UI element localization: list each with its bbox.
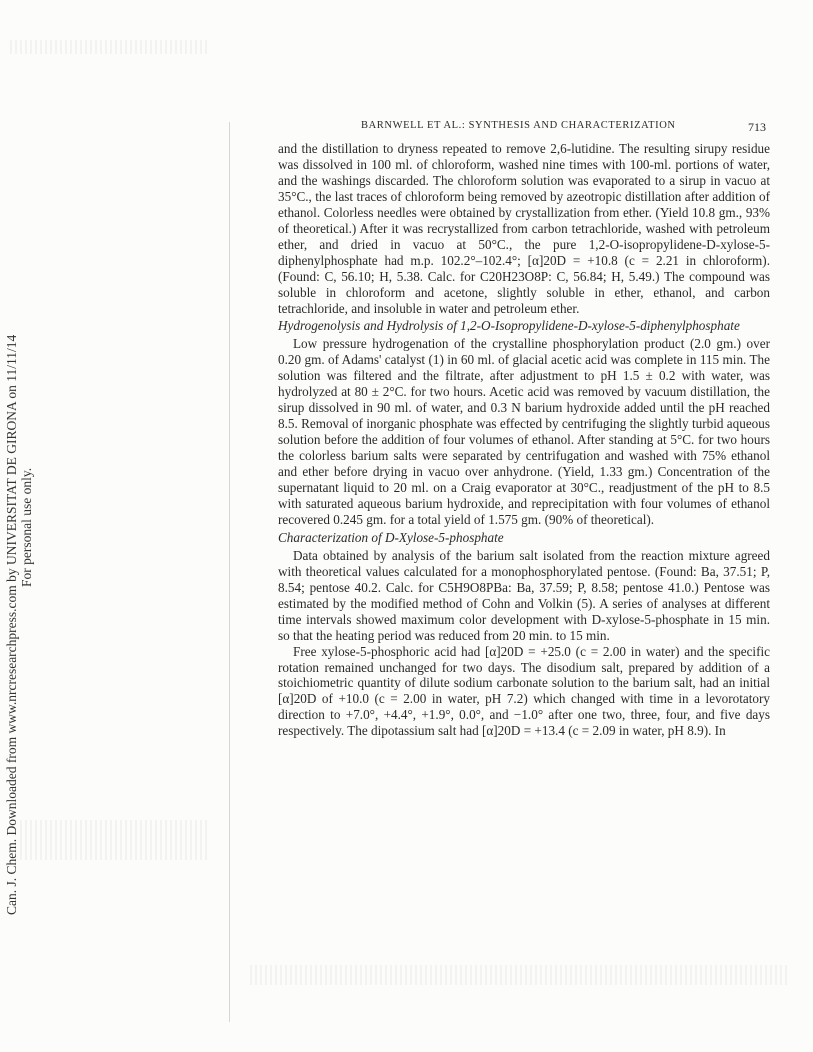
paragraph-3: Data obtained by analysis of the barium salt isolated from the reaction mixture agreed with theoretical values calculated for a monophosphorylated pentose. (Found: Ba, 37.51; P, 8.54; pentose 40.2. Calc. for C5H9O8PBa: Ba, 37.59; P, 8.58; pentose 41.0.) Pentose was estimated by the modified method of Cohn and Volkin (5). A series of analyses at different time intervals showed maximum color development with D-xylose-5-phosphate in 15 min. so that the heating period was reduced from 20 min. to 15 min.	[278, 547, 770, 643]
download-watermark	[0, 0, 40, 1052]
watermark-line-2: For personal use only.	[19, 467, 34, 587]
page-number: 713	[748, 120, 766, 134]
running-header	[278, 120, 766, 134]
paragraph-4: Free xylose-5-phosphoric acid had [α]20D = +25.0 (c = 2.00 in water) and the specific rotation remained unchanged for two days. The disodium salt, prepared by addition of a stoichiometric quantity of dilute sodium carbonate solution to the barium salt, had an initial [α]20D of +10.0 (c = 2.00 in water, pH 7.2) which changed with time in a levorotatory direction to +7.0°, +4.4°, +1.9°, 0.0°, and −1.0° after one two, three, four, and five days respectively. The dipotassium salt had [α]20D = +13.4 (c = 2.09 in water, pH 8.9). In	[278, 643, 770, 739]
paragraph-2: Low pressure hydrogenation of the crystalline phosphorylation product (2.0 gm.) over 0.20 gm. of Adams' catalyst (1) in 60 ml. of glacial acetic acid was complete in 115 min. The solution was filtered and the filtrate, after adjustment to pH 1.5 ± 0.2 with water, was hydrolyzed at 80 ± 2°C. for two hours. Acetic acid was removed by vacuum distillation, the sirup dissolved in 90 ml. of water, and 0.3 N barium hydroxide added until the pH reached 8.5. Removal of inorganic phosphate was effected by centrifuging the slightly turbid aqueous solution before the addition of four volumes of ethanol. After standing at 5°C. for two hours the colorless barium salts were separated by centrifugation and washed with 75% ethanol and ether before drying in vacuo over anhydrone. (Yield, 1.33 gm.) Concentration of the supernatant liquid to 20 ml. on a Craig evaporator at 30°C., readjustment of the pH to 8.5 with saturated aqueous barium hydroxide, and reprecipitation with four volumes of ethanol recovered 0.245 gm. for a total yield of 1.575 gm. (90% of theoretical).	[278, 336, 770, 527]
section-heading-hydrogenolysis: Hydrogenolysis and Hydrolysis of 1,2-O-Isopropylidene-D-xylose-5-diphenylphosphate	[278, 318, 740, 334]
scan-noise	[20, 820, 210, 860]
section-heading-characterization: Characterization of D-Xylose-5-phosphate	[278, 529, 504, 545]
running-title: BARNWELL ET AL.: SYNTHESIS AND CHARACTERIZATION	[361, 120, 676, 131]
article-body	[278, 141, 770, 739]
paragraph-1: and the distillation to dryness repeated to remove 2,6-lutidine. The resulting sirupy residue was dissolved in 100 ml. of chloroform, washed nine times with 100-ml. portions of water, and the washings discarded. The chloroform solution was evaporated to a sirup in vacuo at 35°C., the last traces of chloroform being removed by azeotropic distillation after addition of ethanol. Colorless needles were obtained by crystallization from ether. (Yield 10.8 gm., 93% of theoretical.) After it was recrystallized from carbon tetrachloride, washed with petroleum ether, and dried in vacuo at 50°C., the pure 1,2-O-isopropylidene-D-xylose-5-diphenylphosphate had m.p. 102.2°–102.4°; [α]20D = +10.8 (c = 2.21 in chloroform). (Found: C, 56.10; H, 5.38. Calc. for C20H23O8P: C, 56.84; H, 5.49.) The compound was soluble in chloroform and acetone, slightly soluble in ether, ethanol, and carbon tetrachloride, and insoluble in water and petroleum ether.	[278, 141, 770, 316]
watermark-line-1: Can. J. Chem. Downloaded from www.nrcresearchpress.com by UNIVERSITAT DE GIRONA on 11/11/14	[4, 334, 19, 915]
scan-noise	[10, 40, 210, 54]
scan-noise	[250, 965, 790, 985]
column-gutter-line	[229, 122, 230, 1022]
